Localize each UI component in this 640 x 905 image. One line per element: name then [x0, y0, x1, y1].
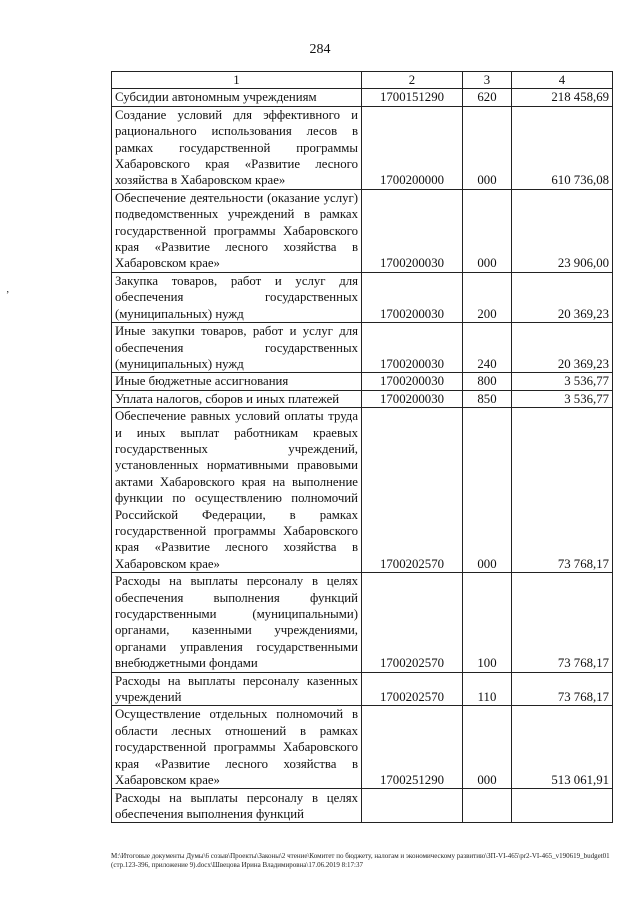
row-code: 1700202570	[362, 408, 463, 573]
table-row	[112, 706, 613, 789]
row-name: Обеспечение деятельности (оказание услуг) подведомственных учреждений в рамках государственной программы Хабаровского края «Развитие лесного хозяйства в Хабаровском крае»	[112, 189, 362, 272]
footer-file-path: М:\Итоговые документы Думы\6 созыв\Проекты\Законы\2 чтение\Комитет по бюджету, налогам и экономическому развитию\ЗП-VI-465\pr2-VI-465_v190619_budget01 (стр.123-396, приложение 9).docx\Швецова Ирина Владимировна\17.06.2019 8:17:37	[111, 852, 610, 869]
row-type: 620	[463, 89, 512, 106]
row-type: 000	[463, 706, 512, 789]
row-name: Закупка товаров, работ и услуг для обеспечения государственных (муниципальных) нужд	[112, 272, 362, 322]
row-type: 000	[463, 408, 512, 573]
table-row	[112, 89, 613, 106]
row-amount: 3 536,77	[512, 373, 613, 390]
row-code: 1700200030	[362, 272, 463, 322]
row-amount: 610 736,08	[512, 106, 613, 189]
row-name: Расходы на выплаты персоналу в целях обеспечения выполнения функций	[112, 789, 362, 823]
row-amount: 218 458,69	[512, 89, 613, 106]
row-code: 1700251290	[362, 706, 463, 789]
row-amount: 3 536,77	[512, 390, 613, 407]
row-type: 800	[463, 373, 512, 390]
table-row	[112, 390, 613, 407]
row-type: 000	[463, 106, 512, 189]
row-amount-empty	[512, 789, 613, 823]
row-amount: 73 768,17	[512, 573, 613, 672]
row-amount: 73 768,17	[512, 672, 613, 706]
margin-mark: ’	[6, 290, 10, 301]
row-code: 1700200030	[362, 373, 463, 390]
page-number: 284	[309, 42, 331, 57]
row-amount: 73 768,17	[512, 408, 613, 573]
table-row-partial	[112, 789, 613, 823]
row-code: 1700200000	[362, 106, 463, 189]
row-name: Уплата налогов, сборов и иных платежей	[112, 390, 362, 407]
table-row	[112, 189, 613, 272]
table-row	[112, 573, 613, 672]
row-type: 110	[463, 672, 512, 706]
row-name: Расходы на выплаты персоналу в целях обеспечения выполнения функций государственными (муниципальными) органами, казенными учреждениями, органами управления государственными внебюджетными фондами	[112, 573, 362, 672]
row-name: Обеспечение равных условий оплаты труда и иных выплат работникам краевых государственных учреждений, установленных нормативными правовыми актами Хабаровского края на выполнение функции по осуществлению полномочий Российской Федерации, в рамках государственной программы Хабаровского края «Развитие лесного хозяйства в Хабаровском крае»	[112, 408, 362, 573]
row-name: Субсидии автономным учреждениям	[112, 89, 362, 106]
column-header-1: 1	[112, 72, 362, 89]
row-name: Создание условий для эффективного и рационального использования лесов в рамках государственной программы Хабаровского края «Развитие лесного хозяйства в Хабаровском крае»	[112, 106, 362, 189]
column-header-2: 2	[362, 72, 463, 89]
row-code: 1700151290	[362, 89, 463, 106]
table-row	[112, 408, 613, 573]
row-type: 000	[463, 189, 512, 272]
row-amount: 23 906,00	[512, 189, 613, 272]
table-row	[112, 373, 613, 390]
row-amount: 513 061,91	[512, 706, 613, 789]
row-code: 1700200030	[362, 189, 463, 272]
row-type: 850	[463, 390, 512, 407]
row-code: 1700202570	[362, 672, 463, 706]
row-type: 100	[463, 573, 512, 672]
row-code: 1700200030	[362, 390, 463, 407]
row-amount: 20 369,23	[512, 323, 613, 373]
row-type: 240	[463, 323, 512, 373]
row-code-empty	[362, 789, 463, 823]
table-row	[112, 272, 613, 322]
table-row	[112, 106, 613, 189]
row-amount: 20 369,23	[512, 272, 613, 322]
budget-table	[111, 71, 613, 823]
row-name: Иные закупки товаров, работ и услуг для обеспечения государственных (муниципальных) нужд	[112, 323, 362, 373]
row-name: Осуществление отдельных полномочий в области лесных отношений в рамках государственной программы Хабаровского края «Развитие лесного хозяйства в Хабаровском крае»	[112, 706, 362, 789]
table-row	[112, 672, 613, 706]
row-name: Иные бюджетные ассигнования	[112, 373, 362, 390]
column-header-4: 4	[512, 72, 613, 89]
row-code: 1700200030	[362, 323, 463, 373]
table-row	[112, 323, 613, 373]
row-type: 200	[463, 272, 512, 322]
column-header-3: 3	[463, 72, 512, 89]
row-type-empty	[463, 789, 512, 823]
row-code: 1700202570	[362, 573, 463, 672]
row-name: Расходы на выплаты персоналу казенных учреждений	[112, 672, 362, 706]
header-row	[112, 72, 613, 89]
